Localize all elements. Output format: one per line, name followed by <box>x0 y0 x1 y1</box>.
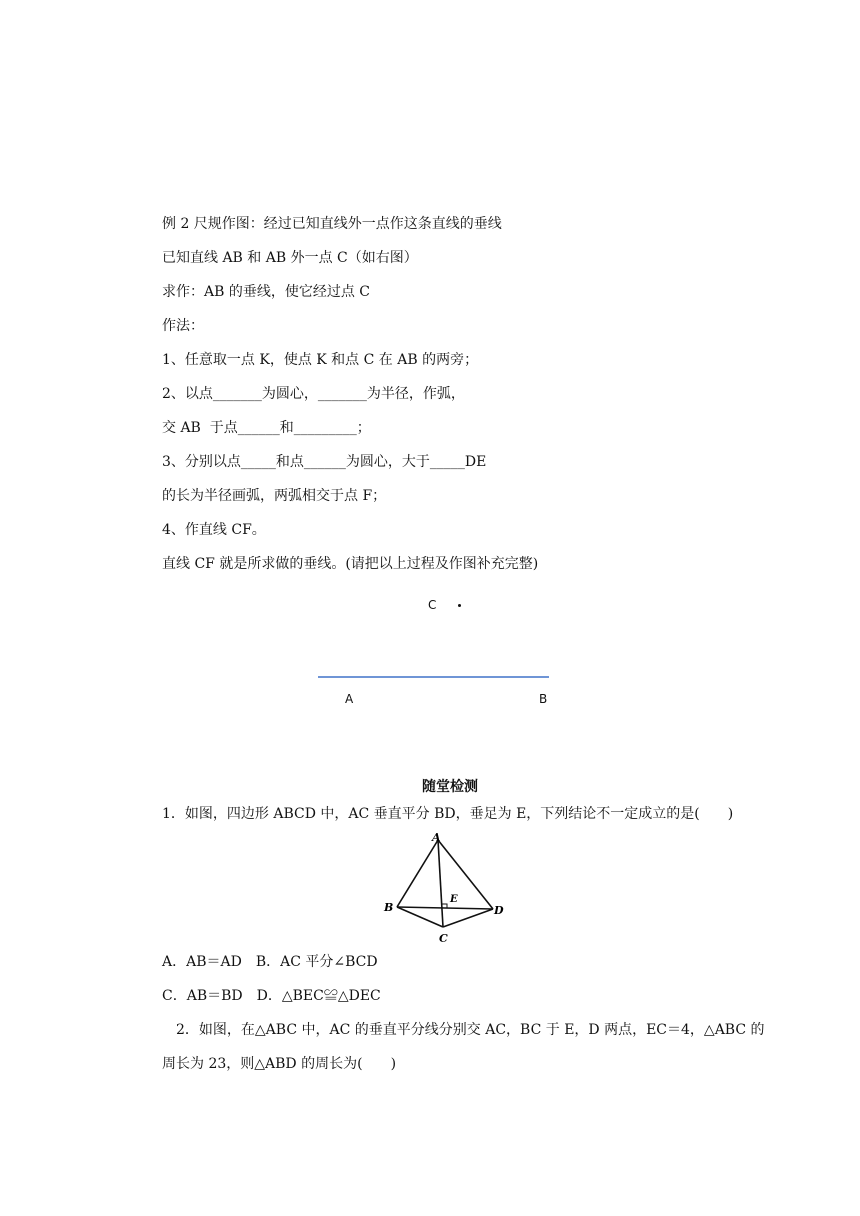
point-b-label: B <box>539 692 548 706</box>
q1-stem: 1．如图，四边形 ABCD 中，AC 垂直平分 BD，垂足为 E，下列结论不一定成立的是( ) <box>162 806 734 822</box>
example-title: 例 2 尺规作图：经过已知直线外一点作这条直线的垂线 <box>162 216 502 232</box>
point-c-label: C <box>428 598 437 612</box>
conclusion: 直线 CF 就是所求做的垂线。(请把以上过程及作图补充完整) <box>162 556 539 572</box>
point-c-dot <box>458 604 461 607</box>
point-a-label: A <box>345 692 354 706</box>
example-task: 求作：AB 的垂线，使它经过点 C <box>162 284 371 300</box>
q2-line2: 周长为 23，则△ABD 的周长为( ) <box>162 1056 397 1072</box>
quadrilateral-figure <box>380 830 510 948</box>
step-4: 4、作直线 CF。 <box>162 522 266 538</box>
point-e-label: E <box>450 894 458 905</box>
vertex-d-label: D <box>494 904 504 917</box>
step-2b: 交 AB 于点______和_________； <box>162 420 371 436</box>
step-3b: 的长为半径画弧，两弧相交于点 F； <box>162 488 387 504</box>
q2-line1: 2．如图，在△ABC 中，AC 的垂直平分线分别交 AC，BC 于 E，D 两点，EC＝4，△ABC 的 <box>176 1022 765 1038</box>
step-3a: 3、分别以点_____和点______为圆心，大于_____DE <box>162 454 487 470</box>
example-given: 已知直线 AB 和 AB 外一点 C（如右图） <box>162 250 418 266</box>
line-ab <box>318 676 549 678</box>
vertex-c-label: C <box>439 932 448 945</box>
vertex-a-label: A <box>432 831 441 844</box>
method-label: 作法： <box>162 318 204 334</box>
section-title: 随堂检测 <box>422 779 478 795</box>
step-1: 1、任意取一点 K，使点 K 和点 C 在 AB 的两旁； <box>162 352 479 368</box>
step-2a: 2、以点_______为圆心，_______为半径，作弧， <box>162 386 465 402</box>
vertex-b-label: B <box>384 901 394 914</box>
q1-options-row2: C．AB＝BD D．△BEC≌△DEC <box>162 988 381 1004</box>
q1-options-row1: A．AB＝AD B．AC 平分∠BCD <box>162 954 378 970</box>
